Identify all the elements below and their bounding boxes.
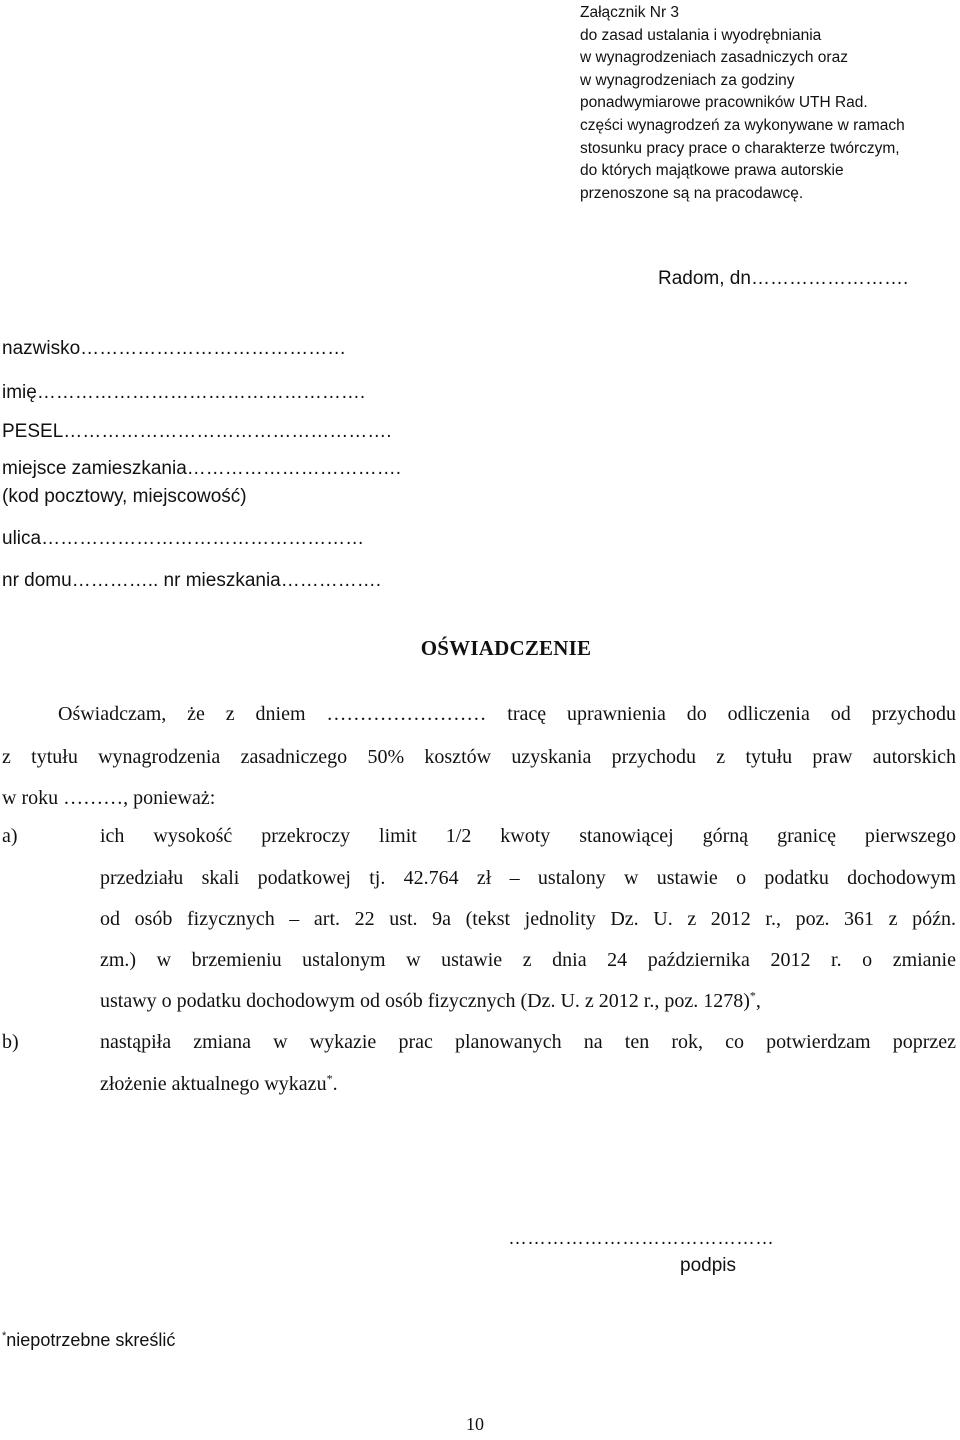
list-item-line [100, 1073, 956, 1096]
footnote [2, 1330, 175, 1351]
list-item-line: od osób fizycznych – art. 22 ust. 9a (tekst jednolity Dz. U. z 2012 r., poz. 361 z późn. [100, 908, 956, 930]
attachment-note-line: przenoszone są na pracodawcę. [580, 184, 804, 202]
residence-field[interactable]: miejsce zamieszkania……………………………. [2, 458, 402, 479]
surname-field[interactable]: nazwisko…………………………………… [2, 338, 347, 359]
signature-field[interactable]: …………………………………… [508, 1228, 774, 1249]
list-item-line: ich wysokość przekroczy limit 1/2 kwoty stanowiącej górną granicę pierwszego [100, 825, 956, 847]
first-name-field[interactable]: imię……………………………………………. [2, 382, 366, 403]
attachment-note-line: Załącznik Nr 3 [580, 4, 680, 21]
footnote-mark: * [326, 1071, 333, 1086]
page-number: 10 [466, 1414, 484, 1434]
attachment-note-line: stosunku pracy prace o charakterze twórczym, [580, 139, 900, 157]
attachment-note-line: ponadwymiarowe pracowników UTH Rad. [580, 94, 868, 112]
footnote-text: niepotrzebne skreślić [6, 1330, 176, 1350]
list-item-punctuation: , [755, 990, 761, 1012]
residence-hint: (kod pocztowy, miejscowość) [2, 486, 247, 507]
document-title: OŚWIADCZENIE [420, 636, 592, 660]
attachment-note-line: w wynagrodzeniach za godziny [580, 71, 795, 89]
list-item-line: nastąpiła zmiana w wykazie prac planowanych na ten rok, co potwierdzam poprzez [100, 1031, 956, 1053]
attachment-note [580, 2, 956, 205]
house-flat-number-field[interactable]: nr domu………….. nr mieszkania……………. [2, 570, 382, 591]
list-item-line [100, 990, 956, 1013]
footnote-mark: * [2, 1330, 7, 1342]
list-item-line: przedziału skali podatkowej tj. 42.764 zł – ustalony w ustawie o podatku dochodowym [100, 867, 956, 889]
attachment-note-line: do których majątkowe prawa autorskie [580, 162, 844, 180]
intro-line: z tytułu wynagrodzenia zasadniczego 50% kosztów uzyskania przychodu z tytułu praw autorskich [2, 746, 956, 768]
attachment-note-line: do zasad ustalania i wyodrębniania [580, 26, 822, 44]
street-field[interactable]: ulica…………………………………………… [2, 528, 365, 549]
place-date-field[interactable]: Radom, dn……………………. [658, 268, 909, 289]
signature-block [508, 1228, 956, 1276]
list-item-text: ustawy o podatku dochodowym od osób fizycznych (Dz. U. z 2012 r., poz. 1278) [100, 990, 750, 1012]
footnote-mark: * [749, 988, 756, 1003]
intro-line: w roku ………, ponieważ: [2, 787, 216, 809]
list-item-text: złożenie aktualnego wykazu [100, 1073, 327, 1095]
list-marker: a) [2, 825, 18, 847]
list-item-punctuation: . [332, 1073, 338, 1095]
intro-line: Oświadczam, że z dniem …………………… tracę uprawnienia do odliczenia od przychodu [58, 703, 956, 725]
attachment-note-line: w wynagrodzeniach zasadniczych oraz [580, 49, 848, 67]
attachment-note-line: części wynagrodzeń za wykonywane w ramach [580, 116, 905, 134]
list-item-line: zm.) w brzemieniu ustalonym w ustawie z dnia 24 października 2012 r. o zmianie [100, 949, 956, 971]
list-marker: b) [2, 1031, 19, 1053]
signature-label: podpis [680, 1255, 736, 1276]
pesel-field[interactable]: PESEL……………………………………………. [2, 421, 392, 442]
